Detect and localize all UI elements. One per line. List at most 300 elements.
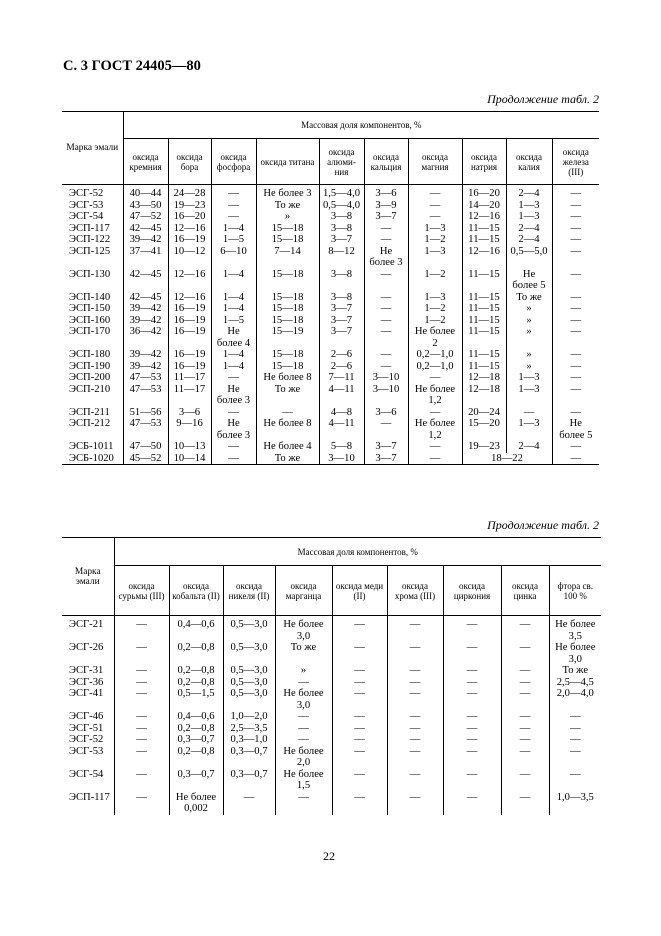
table-cell: —: [501, 734, 549, 746]
table-cell: Не более 2: [408, 326, 462, 349]
table-cell: 15—18: [256, 223, 319, 235]
table-cell: 0,3—0,7: [223, 746, 275, 769]
table-row: [62, 441, 599, 453]
table-cell: »: [506, 349, 552, 361]
column-header: оксида хрома (III): [387, 566, 443, 616]
table-cell: 12—18: [462, 372, 506, 384]
table-cell: —: [114, 734, 169, 746]
row-mark-cell: ЭСГ-54: [69, 211, 104, 222]
table-cell: 12—18: [462, 384, 506, 407]
table-cell: 15—20: [462, 418, 506, 441]
table-cell: 39—42: [123, 303, 168, 315]
table-row: [62, 185, 599, 200]
group-header: Массовая доля компонентов, %: [114, 538, 601, 566]
table-cell: 0,5—3,0: [223, 616, 275, 643]
table-cell: 20—24: [462, 407, 506, 419]
table-cell: 42—45: [123, 292, 168, 304]
table-cell: 2,5—3,5: [223, 723, 275, 735]
table-cell: —: [114, 642, 169, 665]
table-cell: —: [114, 792, 169, 815]
table-cell: —: [275, 723, 332, 735]
table-cell: 47—52: [123, 211, 168, 223]
table-cell: —: [114, 746, 169, 769]
table-cell: —: [552, 200, 599, 212]
table-cell: —: [364, 223, 408, 235]
table-cell: 4—8: [319, 407, 364, 419]
table-cell: Не более 3,0: [275, 616, 332, 643]
table-cell: 10—12: [168, 246, 211, 269]
row-mark-cell: ЭСБ-1020: [62, 453, 123, 465]
table-cell: —: [501, 711, 549, 723]
table-cell: —: [408, 453, 462, 465]
table-cell: 16—19: [168, 349, 211, 361]
table-row: [62, 326, 599, 349]
table-cell: —: [211, 372, 256, 384]
table-cell: 0,2—0,8: [169, 723, 223, 735]
table-cell: —: [552, 185, 599, 200]
table-cell: —: [364, 234, 408, 246]
table-cell: 16—19: [168, 361, 211, 373]
table-cell: 11—17: [168, 384, 211, 407]
table-cell: —: [332, 792, 387, 815]
table-cell: —: [552, 441, 599, 453]
table-cell: 39—42: [123, 315, 168, 327]
table-cell: 3—8: [319, 223, 364, 235]
column-header: оксида натрия: [462, 139, 506, 185]
table-cell: 3—10: [364, 384, 408, 407]
table-cell: 12—16: [168, 223, 211, 235]
column-header: оксида кремния: [123, 139, 168, 185]
table-cell: 1—4: [211, 223, 256, 235]
table-cell: —: [552, 292, 599, 304]
table-row: [62, 792, 601, 815]
table-cell: 15—18: [256, 303, 319, 315]
table-cell: 15—18: [256, 269, 319, 292]
table-cell: 11—15: [462, 292, 506, 304]
table-cell: —: [387, 769, 443, 792]
table-cell: —: [364, 418, 408, 441]
table-cell: 0,3—0,7: [223, 769, 275, 792]
table-cell: То же: [506, 292, 552, 304]
table-cell: —: [114, 769, 169, 792]
table-row: [62, 211, 599, 223]
table-cell: 18—22: [462, 453, 552, 465]
table-cell: 24—28: [168, 185, 211, 200]
table-cell: —: [364, 303, 408, 315]
group-header: Массовая доля компонентов, %: [123, 112, 599, 139]
mark-header: Марка эмали: [62, 112, 123, 185]
row-mark-cell: ЭСП-210: [69, 383, 111, 395]
table-cell: —: [552, 384, 599, 407]
table-cell: 1—4: [211, 292, 256, 304]
row-mark-cell: ЭСП-212: [69, 418, 111, 429]
table-cell: 39—42: [123, 349, 168, 361]
table-cell: —: [501, 665, 549, 677]
table-cell: Не более 1,2: [408, 418, 462, 441]
table-cell: 8—12: [319, 246, 364, 269]
table-cell: 3—6: [364, 407, 408, 419]
table-cell: »: [506, 303, 552, 315]
table-cell: —: [275, 677, 332, 689]
table-cell: 11—17: [168, 372, 211, 384]
table-cell: 10—13: [168, 441, 211, 453]
table-cell: —: [211, 441, 256, 453]
table-cell: —: [114, 616, 169, 643]
table-cell: —: [501, 723, 549, 735]
table-cell: То же: [275, 642, 332, 665]
table-cell: —: [408, 211, 462, 223]
table-cell: —: [211, 200, 256, 212]
table-cell: —: [552, 407, 599, 419]
table-cell: 0,2—0,8: [169, 642, 223, 665]
table2-continuation-label: Продолжение табл. 2: [487, 518, 599, 532]
table-cell: 1—4: [211, 269, 256, 292]
table-row: [62, 734, 601, 746]
row-mark-cell: ЭСП-125: [69, 245, 111, 257]
column-header: оксида фосфора: [211, 139, 256, 185]
table-cell: —: [552, 315, 599, 327]
table-cell: 47—53: [123, 372, 168, 384]
table-cell: 2—4: [506, 441, 552, 453]
table-cell: 36—42: [123, 326, 168, 349]
table-cell: —: [332, 616, 387, 643]
row-mark-cell: ЭСП-117: [69, 222, 110, 234]
table-cell: —: [501, 769, 549, 792]
table-cell: 12—16: [462, 246, 506, 269]
table-cell: 47—53: [123, 384, 168, 407]
table-cell: —: [443, 677, 501, 689]
table-cell: 0,3—0,7: [169, 734, 223, 746]
table-cell: 2—6: [319, 349, 364, 361]
table-row: [62, 361, 599, 373]
row-mark-cell: ЭСП-170: [69, 326, 111, 337]
column-header: оксида железа (III): [552, 139, 599, 185]
table-cell: 1—3: [408, 223, 462, 235]
table-cell: —: [501, 616, 549, 643]
table-cell: 15—19: [256, 326, 319, 349]
table-cell: 0,5—5,0: [506, 246, 552, 269]
table-cell: 12—16: [168, 292, 211, 304]
page-number: 22: [323, 849, 335, 863]
row-mark-cell: ЭСП-160: [69, 314, 111, 326]
table-cell: —: [501, 677, 549, 689]
row-mark-cell: ЭСБ-1011: [69, 441, 114, 452]
table-cell: 3—7: [364, 211, 408, 223]
row-mark-cell: ЭСГ-21: [69, 619, 104, 630]
table-cell: 1—3: [506, 211, 552, 223]
table-cell: —: [364, 361, 408, 373]
table-cell: —: [549, 711, 601, 723]
table-cell: 3—7: [364, 453, 408, 465]
table-cell: 3—7: [319, 234, 364, 246]
table-cell: —: [552, 453, 599, 465]
table-row: [62, 269, 599, 292]
table-cell: 2—4: [506, 234, 552, 246]
table-2: [62, 537, 601, 815]
table-cell: —: [443, 723, 501, 735]
table-cell: Не более 3: [364, 246, 408, 269]
table-cell: —: [364, 292, 408, 304]
table-cell: 3—10: [364, 372, 408, 384]
column-header: оксида циркония: [443, 566, 501, 616]
table-cell: 0,2—0,8: [169, 677, 223, 689]
column-header: фтора св. 100 %: [549, 566, 601, 616]
table-cell: —: [332, 677, 387, 689]
table-cell: 15—18: [256, 361, 319, 373]
table-cell: 11—15: [462, 223, 506, 235]
table-cell: 3—7: [364, 441, 408, 453]
table-cell: Не более 3,0: [275, 688, 332, 711]
table-cell: —: [114, 665, 169, 677]
table-cell: 1—3: [506, 418, 552, 441]
table-row: [62, 418, 599, 441]
table-cell: —: [549, 769, 601, 792]
table-cell: 11—15: [462, 303, 506, 315]
row-mark-cell: ЭСГ-41: [69, 688, 104, 699]
table-cell: —: [552, 223, 599, 235]
table-cell: —: [387, 688, 443, 711]
column-header: оксида сурьмы (III): [114, 566, 169, 616]
column-header: оксида марганца: [275, 566, 332, 616]
table-cell: 42—45: [123, 269, 168, 292]
table-cell: —: [211, 211, 256, 223]
table-cell: 47—53: [123, 418, 168, 441]
column-header: оксида кобальта (II): [169, 566, 223, 616]
table-cell: 6—10: [211, 246, 256, 269]
row-mark-cell: ЭСГ-52: [69, 188, 104, 199]
row-mark-cell: ЭСП-200: [69, 372, 111, 383]
table-cell: —: [408, 372, 462, 384]
table-cell: 12—16: [168, 269, 211, 292]
table-cell: —: [387, 723, 443, 735]
column-header: оксида магния: [408, 139, 462, 185]
table-cell: Не более 4: [211, 326, 256, 349]
table-cell: —: [443, 688, 501, 711]
table-cell: »: [506, 361, 552, 373]
table-cell: 0,2—0,8: [169, 746, 223, 769]
table-cell: 0,4—0,6: [169, 711, 223, 723]
table-cell: —: [332, 734, 387, 746]
table-cell: —: [114, 711, 169, 723]
table-cell: —: [387, 616, 443, 643]
column-header: оксида цинка: [501, 566, 549, 616]
row-mark-cell: ЭСГ-26: [69, 642, 104, 653]
table-cell: —: [275, 792, 332, 815]
table-cell: —: [387, 746, 443, 769]
row-mark-cell: ЭСГ-52: [69, 734, 104, 745]
column-header: оксида титана: [256, 139, 319, 185]
table-cell: 15—18: [256, 292, 319, 304]
table-cell: 3—10: [319, 453, 364, 465]
table-cell: 1—2: [408, 315, 462, 327]
table-cell: 0,5—4,0: [319, 200, 364, 212]
table-cell: —: [275, 734, 332, 746]
table-row: [62, 769, 601, 792]
row-mark-cell: ЭСП-150: [69, 303, 111, 314]
table-cell: 15—18: [256, 315, 319, 327]
table-cell: —: [552, 246, 599, 269]
table-cell: Не более 3: [211, 384, 256, 407]
table-row: [62, 407, 599, 419]
table-cell: —: [364, 349, 408, 361]
table-cell: —: [332, 711, 387, 723]
table-cell: —: [332, 723, 387, 735]
table-cell: —: [443, 665, 501, 677]
table-cell: 7—11: [319, 372, 364, 384]
column-header: оксида бора: [168, 139, 211, 185]
table-cell: 16—19: [168, 234, 211, 246]
table-row: [62, 746, 601, 769]
table-cell: Не более 2,0: [275, 746, 332, 769]
row-mark-cell: ЭСГ-36: [69, 676, 104, 688]
table-cell: 39—42: [123, 234, 168, 246]
table-cell: 1—4: [211, 349, 256, 361]
table-cell: 10—14: [168, 453, 211, 465]
table-row: [62, 372, 599, 384]
table-cell: 19—23: [462, 441, 506, 453]
table-cell: 0,3—0,7: [169, 769, 223, 792]
table-cell: Не более 3,0: [549, 642, 601, 665]
table-row: [62, 349, 599, 361]
table-row: [62, 688, 601, 711]
table-cell: —: [552, 303, 599, 315]
table-cell: —: [552, 349, 599, 361]
table-cell: 0,5—3,0: [223, 642, 275, 665]
row-mark-cell: ЭСП-122: [69, 234, 111, 245]
table-cell: Не более 8: [256, 372, 319, 384]
table-cell: —: [211, 453, 256, 465]
row-mark-cell: ЭСП-211: [69, 406, 110, 418]
table-cell: —: [552, 269, 599, 292]
table-cell: 1—3: [408, 292, 462, 304]
table-cell: —: [211, 407, 256, 419]
table-cell: 3—7: [319, 303, 364, 315]
table-cell: 4—11: [319, 418, 364, 441]
table-cell: 1—2: [408, 303, 462, 315]
table-cell: —: [211, 185, 256, 200]
table-cell: 9—16: [168, 418, 211, 441]
table-cell: —: [443, 642, 501, 665]
table-cell: 2,0—4,0: [549, 688, 601, 711]
table-cell: —: [443, 792, 501, 815]
table-cell: —: [256, 407, 319, 419]
table-cell: 0,5—3,0: [223, 665, 275, 677]
table-cell: —: [387, 711, 443, 723]
table-cell: —: [443, 711, 501, 723]
row-mark-cell: ЭСГ-51: [69, 722, 104, 734]
table-cell: То же: [256, 384, 319, 407]
table-cell: 2—4: [506, 223, 552, 235]
table-cell: 3—6: [364, 185, 408, 200]
table-cell: 1—3: [408, 246, 462, 269]
table-cell: 1,0—3,5: [549, 792, 601, 815]
table-row: [62, 642, 601, 665]
table-cell: —: [114, 688, 169, 711]
table-cell: —: [332, 688, 387, 711]
table-cell: 11—15: [462, 269, 506, 292]
table-cell: 5—8: [319, 441, 364, 453]
table-cell: —: [408, 441, 462, 453]
row-mark-cell: ЭСГ-31: [69, 665, 104, 676]
table-cell: —: [552, 211, 599, 223]
column-header: оксида калия: [506, 139, 552, 185]
table-cell: Не более 5: [552, 418, 599, 441]
table-cell: 16—20: [462, 185, 506, 200]
table-cell: —: [364, 315, 408, 327]
table-cell: 11—15: [462, 361, 506, 373]
table-cell: 2,5—4,5: [549, 677, 601, 689]
table-row: [62, 665, 601, 677]
table-cell: —: [443, 769, 501, 792]
table-cell: 0,3—1,0: [223, 734, 275, 746]
table-cell: —: [332, 746, 387, 769]
table-cell: 11—15: [462, 234, 506, 246]
table-cell: —: [552, 326, 599, 349]
table-cell: —: [408, 407, 462, 419]
table-cell: —: [408, 185, 462, 200]
table-cell: —: [364, 326, 408, 349]
table-cell: 39—42: [123, 361, 168, 373]
row-mark-cell: ЭСГ-46: [69, 711, 104, 722]
table-cell: 12—16: [462, 211, 506, 223]
table-cell: 43—50: [123, 200, 168, 212]
table1-continuation-label: Продолжение табл. 2: [487, 92, 599, 106]
table-cell: —: [443, 746, 501, 769]
table-cell: Не более 3: [256, 185, 319, 200]
table-cell: 16—20: [168, 211, 211, 223]
table-cell: 1,0—2,0: [223, 711, 275, 723]
table-cell: 3—8: [319, 211, 364, 223]
table-cell: 37—41: [123, 246, 168, 269]
row-mark-cell: ЭСП-117: [69, 791, 110, 803]
row-mark-cell: ЭСГ-53: [69, 199, 104, 211]
table-row: [62, 723, 601, 735]
table-cell: 1—5: [211, 315, 256, 327]
table-cell: Не более 1,2: [408, 384, 462, 407]
table-cell: —: [114, 677, 169, 689]
table-cell: 47—50: [123, 441, 168, 453]
table-cell: 11—15: [462, 315, 506, 327]
table-cell: 11—15: [462, 326, 506, 349]
table-cell: 45—52: [123, 453, 168, 465]
table-cell: —: [332, 769, 387, 792]
row-mark-cell: ЭСП-140: [69, 291, 111, 303]
table-row: [62, 711, 601, 723]
table-row: [62, 200, 599, 212]
table-cell: 1—2: [408, 269, 462, 292]
table-cell: 2—6: [319, 361, 364, 373]
table-cell: То же: [256, 200, 319, 212]
table-cell: »: [256, 211, 319, 223]
table-cell: Не более 1,5: [275, 769, 332, 792]
table-cell: —: [332, 665, 387, 677]
table-cell: —: [332, 642, 387, 665]
table-cell: 1—3: [506, 372, 552, 384]
table-cell: —: [387, 677, 443, 689]
table-cell: Не более 3,5: [549, 616, 601, 643]
table-cell: 42—45: [123, 223, 168, 235]
table-cell: —: [501, 792, 549, 815]
table-cell: 14—20: [462, 200, 506, 212]
table-1: [62, 111, 599, 465]
table-cell: 0,2—1,0: [408, 349, 462, 361]
table-cell: —: [501, 688, 549, 711]
table-cell: »: [275, 665, 332, 677]
table-cell: —: [408, 200, 462, 212]
table-cell: »: [506, 326, 552, 349]
table-cell: 51—56: [123, 407, 168, 419]
table-cell: 4—11: [319, 384, 364, 407]
